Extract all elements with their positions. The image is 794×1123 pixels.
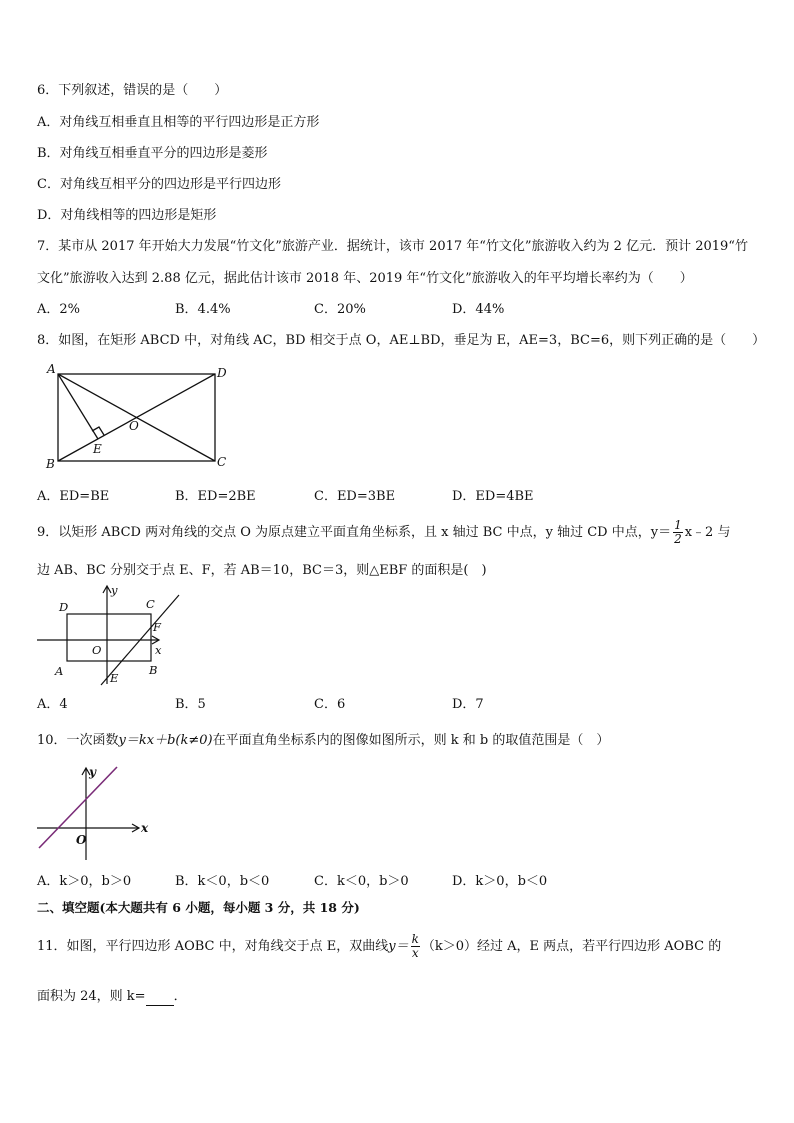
q10-stem bbox=[37, 732, 609, 750]
q9-label-o: O bbox=[92, 643, 102, 657]
q6-option-b: B．对角线互相垂直平分的四边形是菱形 bbox=[37, 146, 268, 161]
q10-label-x: x bbox=[141, 821, 149, 835]
q8-label-a: A bbox=[47, 362, 56, 376]
q7-option-c: C．20% bbox=[314, 302, 366, 317]
q11-fraction bbox=[411, 933, 420, 960]
q6-option-d: D．对角线相等的四边形是矩形 bbox=[37, 208, 217, 223]
q11-frac-lhs: y＝ bbox=[388, 939, 409, 954]
q9-label-e: E bbox=[110, 671, 119, 685]
q9-option-c: C．6 bbox=[314, 697, 346, 712]
q7-stem-line1: 7．某市从 2017 年开始大力发展“竹文化”旅游产业．据统计，该市 2017 年“竹文化”旅游收入约为 2 亿元．预计 2019“竹 bbox=[37, 239, 748, 254]
q7-option-b: B．4.4% bbox=[175, 302, 231, 317]
q9-label-a: A bbox=[55, 664, 64, 678]
q11-stem-line2 bbox=[37, 988, 187, 1006]
q9-coordinate-figure bbox=[37, 584, 187, 690]
q7-option-a: A．2% bbox=[37, 302, 81, 317]
q9-option-a: A．4 bbox=[37, 697, 68, 712]
q11-stem-line1 bbox=[37, 933, 721, 961]
q8-option-c: C．ED=3BE bbox=[314, 489, 396, 504]
q11-stem-part2: （k＞0）经过 A，E 两点，若平行四边形 AOBC 的 bbox=[421, 939, 722, 954]
q9-frac-num: 1 bbox=[674, 518, 682, 532]
q8-label-c: C bbox=[217, 455, 227, 469]
q8-option-d: D．ED=4BE bbox=[452, 489, 534, 504]
q7-stem-line2: 文化”旅游收入达到 2.88 亿元，据此估计该市 2018 年、2019 年“竹文化”旅游收入的年平均增长率约为（ ） bbox=[37, 271, 693, 286]
q9-option-d: D．7 bbox=[452, 697, 484, 712]
q9-option-b: B．5 bbox=[175, 697, 206, 712]
q9-frac-den: 2 bbox=[674, 532, 682, 546]
q6-stem: 6．下列叙述，错误的是（ ） bbox=[37, 83, 228, 98]
q10-label-y: y bbox=[89, 765, 96, 779]
q9-label-c: C bbox=[146, 597, 155, 611]
q9-label-f: F bbox=[153, 620, 161, 634]
q8-option-a: A．ED=BE bbox=[37, 489, 110, 504]
q10-label-o: O bbox=[76, 833, 87, 847]
q8-stem: 8．如图，在矩形 ABCD 中，对角线 AC，BD 相交于点 O，AE⊥BD，垂足为 E，AE=3，BC=6，则下列正确的是（ ） bbox=[37, 333, 766, 348]
q8-option-b: B．ED=2BE bbox=[175, 489, 256, 504]
q10-option-a: A．k＞0，b＞0 bbox=[37, 874, 132, 889]
q10-formula: y＝kx＋b(k≠0) bbox=[118, 733, 213, 748]
q9-stem-part1: 9．以矩形 ABCD 两对角线的交点 O 为原点建立平面直角坐标系，且 x 轴过 BC 中点，y 轴过 CD 中点，y＝ bbox=[37, 525, 672, 540]
q11-frac-den: x bbox=[411, 946, 419, 960]
q9-stem-line2: 边 AB、BC 分别交于点 E、F，若 AB＝10，BC＝3，则△EBF 的面积是( ) bbox=[37, 563, 487, 578]
q9-fraction bbox=[673, 519, 683, 546]
q11-frac-num: k bbox=[411, 932, 419, 946]
q11-stem-line2-prefix: 面积为 24，则 k= bbox=[37, 989, 146, 1004]
q6-option-a: A．对角线互相垂直且相等的平行四边形是正方形 bbox=[37, 115, 320, 130]
q9-label-b: B bbox=[149, 663, 158, 677]
q11-stem-line2-suffix: ． bbox=[173, 989, 187, 1004]
q9-label-y: y bbox=[111, 584, 118, 597]
q10-stem-suffix: 在平面直角坐标系内的图像如图所示，则 k 和 b 的取值范围是（ ） bbox=[212, 733, 610, 748]
q10-stem-prefix: 10．一次函数 bbox=[37, 733, 119, 748]
q10-option-c: C．k＜0，b＞0 bbox=[314, 874, 409, 889]
section2-heading: 二、填空题(本大题共有 6 小题，每小题 3 分，共 18 分) bbox=[37, 900, 360, 915]
q8-label-o: O bbox=[129, 419, 139, 433]
q9-label-d: D bbox=[59, 600, 69, 614]
q10-option-d: D．k＞0，b＜0 bbox=[452, 874, 548, 889]
q11-stem-part1: 11．如图，平行四边形 AOBC 中，对角线交于点 E，双曲线 bbox=[37, 939, 389, 954]
q7-option-d: D．44% bbox=[452, 302, 505, 317]
q8-rectangle-figure bbox=[40, 360, 240, 472]
q10-option-b: B．k＜0，b＜0 bbox=[175, 874, 270, 889]
q10-line-graph-figure bbox=[37, 762, 157, 862]
q6-option-c: C．对角线互相平分的四边形是平行四边形 bbox=[37, 177, 281, 192]
q8-label-d: D bbox=[217, 366, 227, 380]
q9-stem-line1 bbox=[37, 519, 730, 547]
q11-answer-blank[interactable] bbox=[146, 992, 174, 1006]
q9-label-x: x bbox=[155, 643, 162, 657]
q8-label-e: E bbox=[93, 442, 102, 456]
q8-label-b: B bbox=[46, 457, 55, 471]
q9-stem-part2: x﹣2 与 bbox=[684, 525, 731, 540]
